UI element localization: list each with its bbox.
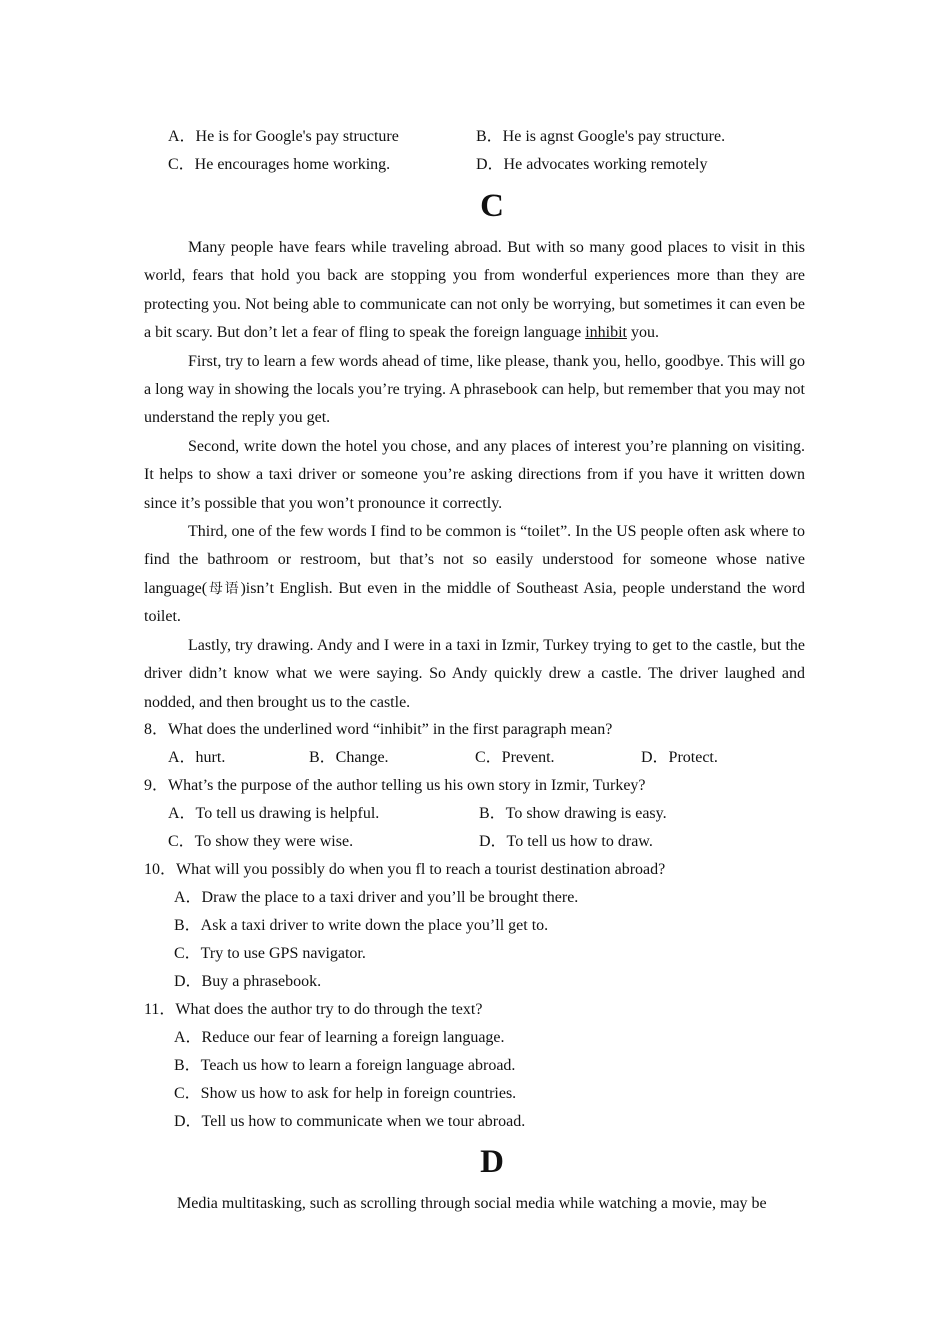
option-d: D．He advocates working remotely xyxy=(476,156,708,173)
option-a: A．Draw the place to a taxi driver and you’ll be brought there. xyxy=(174,889,579,906)
option-a: A．He is for Google's pay structure xyxy=(168,128,399,145)
underlined-word: inhibit xyxy=(585,324,627,342)
paragraph-text: )isn’t English. But even in the middle of Southeast Asia, people understand the word toilet. xyxy=(144,579,806,626)
option-row xyxy=(168,151,808,179)
option-b: B．Change. xyxy=(309,749,389,766)
paragraph-2: First, try to learn a few words ahead of time, like please, thank you, hello, goodbye. This will go a long way in showing the locals you’re trying. A phrasebook can help, but remember that you may not understand the reply you get. xyxy=(144,352,805,427)
section-c-passage xyxy=(144,234,805,717)
question-stem: 8．What does the underlined word “inhibit” in the first paragraph mean? xyxy=(144,721,613,738)
section-d-passage xyxy=(144,1190,805,1218)
section-c-heading: C xyxy=(480,188,504,224)
question-options xyxy=(144,828,805,856)
option-c: C．To show they were wise. xyxy=(168,833,354,850)
question-options xyxy=(144,800,805,828)
option-d: D．Buy a phrasebook. xyxy=(174,973,322,990)
option-c: C．Try to use GPS navigator. xyxy=(174,945,366,962)
option-c: C．Show us how to ask for help in foreign countries. xyxy=(174,1085,517,1102)
paragraph-text: Many people have fears while traveling abroad. But with so many good places to visit in this world, fears that hold you back are stopping you from wonderful experiences more than they are protecting you. Not being able to communicate can not only be worrying, but sometimes it can even be a bit scary. But don’t let a fear of fling to speak the foreign language xyxy=(144,239,805,342)
option-d: D．Tell us how to communicate when we tour abroad. xyxy=(174,1113,526,1130)
option-a: A．hurt. xyxy=(168,749,226,766)
question-10 xyxy=(144,856,805,996)
paragraph-3: Second, write down the hotel you chose, and any places of interest you’re planning on visiting. It helps to show a taxi driver or someone you’re asking directions from if you have it written down since it’s possible that you won’t pronounce it correctly. xyxy=(144,437,805,512)
option-d: D．To tell us how to draw. xyxy=(479,833,653,850)
paragraph-5: Lastly, try drawing. Andy and I were in a taxi in Izmir, Turkey trying to get to the castle, but the driver didn’t know what we were saying. So Andy quickly drew a castle. The driver laughed and nodded, and then brought us to the castle. xyxy=(144,636,805,711)
option-c: C．Prevent. xyxy=(475,749,555,766)
option-b: B．Teach us how to learn a foreign language abroad. xyxy=(174,1057,516,1074)
option-a: A．Reduce our fear of learning a foreign language. xyxy=(174,1029,505,1046)
option-d: D．Protect. xyxy=(641,749,718,766)
paragraph-1: Media multitasking, such as scrolling through social media while watching a movie, may be xyxy=(177,1195,767,1212)
paragraph-text: you. xyxy=(626,324,659,342)
question-9 xyxy=(144,772,805,856)
paragraph-4 xyxy=(144,518,805,632)
option-c: C．He encourages home working. xyxy=(168,156,391,173)
option-b: B．To show drawing is easy. xyxy=(479,805,667,822)
question-stem: 11．What does the author try to do through the text? xyxy=(144,1001,483,1018)
question-stem: 10．What will you possibly do when you fl to reach a tourist destination abroad? xyxy=(144,861,666,878)
question-options xyxy=(144,744,805,772)
chinese-gloss: 母语 xyxy=(207,580,241,597)
question-8 xyxy=(144,716,805,772)
option-a: A．To tell us drawing is helpful. xyxy=(168,805,380,822)
option-b: B．Ask a taxi driver to write down the place you’ll get to. xyxy=(174,917,549,934)
option-row xyxy=(168,123,808,151)
question-11 xyxy=(144,996,805,1136)
option-b: B．He is agnst Google's pay structure. xyxy=(476,128,726,145)
paragraph-1 xyxy=(144,234,805,348)
question-stem: 9．What’s the purpose of the author telling us his own story in Izmir, Turkey? xyxy=(144,777,646,794)
previous-question-options xyxy=(168,123,808,179)
paragraph-text: Third, one of the few words I find to be common is “toilet”. In the US people often ask where to find the bathroom or restroom, but that’s not so easily understood for someone whose native language( xyxy=(144,523,805,597)
section-d-heading: D xyxy=(480,1144,504,1180)
